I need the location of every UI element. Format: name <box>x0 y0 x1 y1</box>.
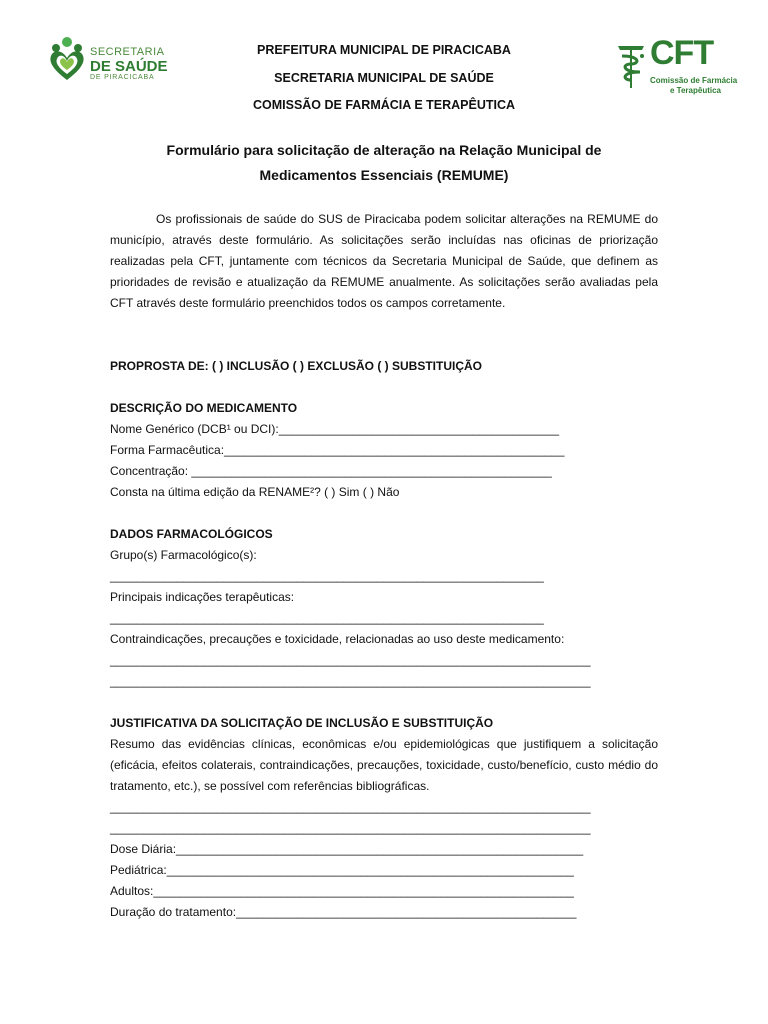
logo-text-terapeutica: e Terapêutica <box>670 86 721 95</box>
contraindicacoes-blank-line-1: ________________________________________________________________________ <box>110 653 591 667</box>
logo-text-de-saude: DE SAÚDE <box>90 58 168 75</box>
logo-text-secretaria: SECRETARIA <box>90 46 165 58</box>
contraindicacoes-label: Contraindicações, precauções e toxicidade, relacionadas ao uso deste medicamento: <box>110 632 565 646</box>
intro-text: Os profissionais de saúde do SUS de Piracicaba podem solicitar alterações na REMUME do município, através deste formulário. As solicitações serão incluídas nas oficinas de priorização realizadas pela CFT, juntamente com técnicos da Secretaria Municipal de Saúde, que definem as prioridades de revisão e atualização da REMUME anualmente. As solicitações serão avaliadas pela CFT através deste formulário preenchidos todos os campos corretamente. <box>110 212 658 310</box>
concentracao-field: Concentração: ______________________________________________________ <box>110 464 552 478</box>
justificativa-blank-line-1: ________________________________________________________________________ <box>110 800 591 814</box>
justificativa-heading: JUSTIFICATIVA DA SOLICITAÇÃO DE INCLUSÃO E SUBSTITUIÇÃO <box>110 716 494 730</box>
logo-text-cft: CFT <box>650 34 714 72</box>
justificativa-blank-line-2: ________________________________________________________________________ <box>110 821 591 835</box>
adultos-field: Adultos:_______________________________________________________________ <box>110 884 574 898</box>
descricao-heading: DESCRIÇÃO DO MEDICAMENTO <box>110 401 298 415</box>
header-prefeitura: PREFEITURA MUNICIPAL DE PIRACICABA <box>257 43 511 57</box>
dados-heading: DADOS FARMACOLÓGICOS <box>110 527 273 541</box>
header-comissao: COMISSÃO DE FARMÁCIA E TERAPÊUTICA <box>252 98 516 112</box>
dose-diaria-field: Dose Diária:_____________________________________________________________ <box>110 842 584 856</box>
form-title-line2: Medicamentos Essenciais (REMUME) <box>259 167 509 183</box>
indicacoes-label: Principais indicações terapêuticas: <box>110 590 295 604</box>
proposta-options: PROPROSTA DE: ( ) INCLUSÃO ( ) EXCLUSÃO ( ) SUBSTITUIÇÃO <box>110 359 482 373</box>
contraindicacoes-blank-line-2: ________________________________________________________________________ <box>110 674 591 688</box>
justificativa-paragraph <box>110 734 658 797</box>
nome-generico-field: Nome Genérico (DCB¹ ou DCI):__________________________________________ <box>110 422 560 436</box>
form-title-line1: Formulário para solicitação de alteração na Relação Municipal de <box>166 142 602 158</box>
intro-paragraph <box>110 209 658 314</box>
forma-farmaceutica-field: Forma Farmacêutica:___________________________________________________ <box>110 443 565 457</box>
duracao-tratamento-field: Duração do tratamento:___________________________________________________ <box>110 905 577 919</box>
consta-rename-field: Consta na última edição da RENAME²? ( ) Sim ( ) Não <box>110 485 400 499</box>
grupo-blank-line: _________________________________________________________________ <box>110 569 544 583</box>
logo-text-comissao: Comissão de Farmácia <box>650 76 738 85</box>
justificativa-text: Resumo das evidências clínicas, econômicas e/ou epidemiológicas que justifiquem a solicitação (eficácia, efeitos colaterais, contraindicações, precauções, toxicidade, custo/benefício, custo médio do tratamento, etc.), se possível com referências bibliográficas. <box>110 737 658 793</box>
grupo-label: Grupo(s) Farmacológico(s): <box>110 548 257 562</box>
pediatrica-field: Pediátrica:_____________________________________________________________ <box>110 863 574 877</box>
logo-text-piracicaba: DE PIRACICABA <box>90 74 155 81</box>
header-secretaria: SECRETARIA MUNICIPAL DE SAÚDE <box>274 71 494 85</box>
indicacoes-blank-line: _________________________________________________________________ <box>110 611 544 625</box>
